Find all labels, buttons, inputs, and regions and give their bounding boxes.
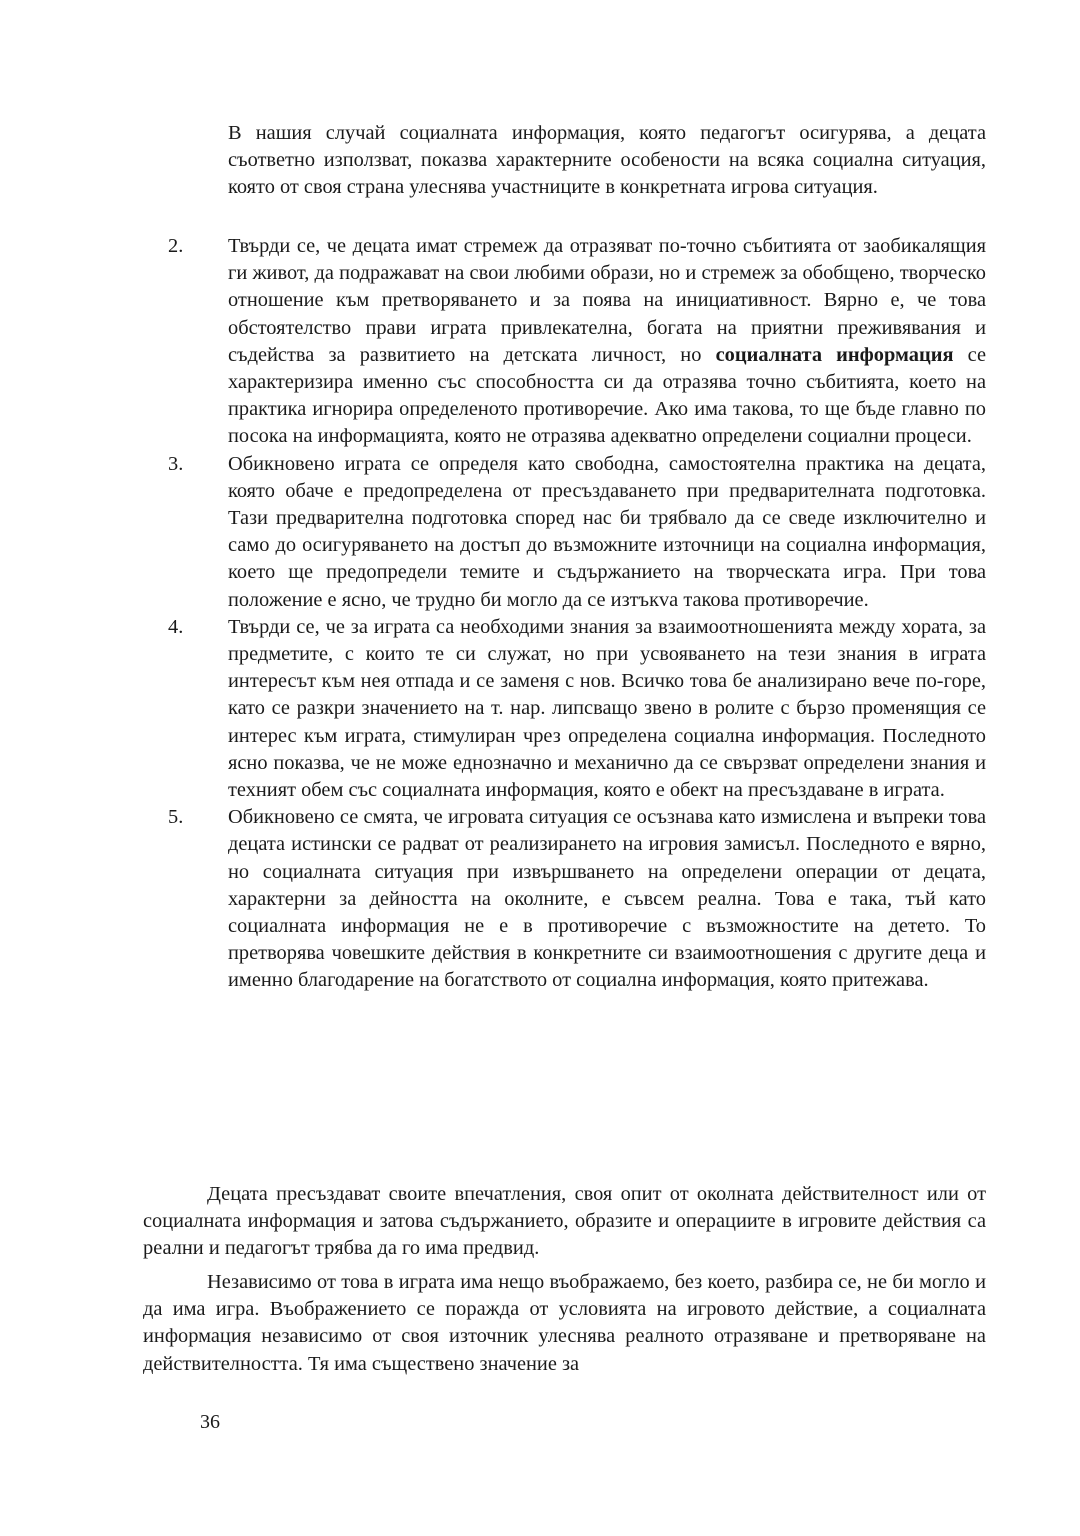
list-item [160, 451, 986, 614]
page-number: 36 [200, 1411, 220, 1433]
list-item-text: Твърди се, че за играта са необходими знания за взаимоотношенията между хората, за предметите, с които те си служат, но при усвояването на тези знания в играта интересът към нея отпада и се заменя с нов. Всичко това бе анализирано вече по-горе, като се разкри значението на т. нар. липсващо звено в ролите с бързо променящия се интерес към играта, стимулиран чрез определена социална информация. Последното ясно показва, че не може еднозначно и механично да се свързват определени знания и техният обем със социалната информация, която е обект на пресъздаване в играта. [228, 615, 986, 802]
list-item-number: 2. [168, 235, 184, 257]
bold-term: социалната информация [715, 343, 954, 366]
list-item-text-part: Твърди се, че децата имат стремеж да отразяват по-точно събитията от заобикалящия ги живот, да подражават на свои любими образи, но и стремеж за обобщено, творческо отношение към претворяването и за поява на инициативност. Вярно е, че това обстоятелство прави играта привлекателна, богата на приятни преживявания и съдейства за развитието на детската личност, но [228, 235, 986, 366]
body-paragraph: Децата пресъздават своите впечатления, своя опит от околната действителност или от социалната информация и затова съдържанието, образите и операциите в игровите действия са реални и педагогът трябва да го има предвид. [143, 1183, 986, 1260]
list-item-text: Обикновено играта се определя като свободна, самостоятелна практика на децата, която обаче е предопределена от пресъздаването при предварителната подготовка. Тази предварителна подготовка според нас би трябвало да се сведе изключително и само до осигуряването на достъп до възможните източници на социална информация, което ще предопредели темите и съдържанието на творческата игра. При това положение е ясно, че трудно би могло да се изтъкva такова противоречие. [228, 452, 986, 611]
list-item-number: 5. [168, 806, 184, 829]
list-item [160, 233, 986, 451]
body-paragraph: Независимо от това в играта има нещо въображаемо, без което, разбира се, не би могло и да има игра. Въображението се поражда от условията на игровото действие, а социалната информация независимо от своя източник улеснява реалното отразяване и претворяване на действителността. Тя има съществено значение за [143, 1271, 986, 1375]
list-item-number: 3. [168, 452, 184, 475]
numbered-list [160, 233, 986, 995]
list-item-number: 4. [168, 615, 184, 638]
lead-paragraph: В нашия случай социалната информация, която педагогът осигурява, а децата съответно използват, показва характерните особености на всяка социална ситуация, която от своя страна улеснява участниците в конкретната игрова ситуация. [228, 122, 986, 199]
list-item [160, 804, 986, 994]
list-item-text: Обикновено се смята, че игровата ситуация се осъзнава като измислена и въпреки това децата истински се радват от реализирането на игровия замисъл. Последното е вярно, но социалната ситуация при извършването на определени операции от децата, характерни за дейността на околните, е съвсем реална. Това е така, тъй като социалната информация не е в противоречие с възможностите на детето. То претворява човешките действия в конкретните си взаимоотношения с другите деца и именно благодарение на богатството от социална информация, която притежава. [228, 806, 986, 992]
list-item [160, 614, 986, 804]
list-item-text-part: се характеризира именно със способността си да отразява точно събитията, което на практика игнорира определеното противоречие. Ако има такова, то ще бъде главно по посока на информацията, която не отразява адекватно определени социални процеси. [228, 343, 986, 448]
list-item-text [228, 233, 986, 451]
